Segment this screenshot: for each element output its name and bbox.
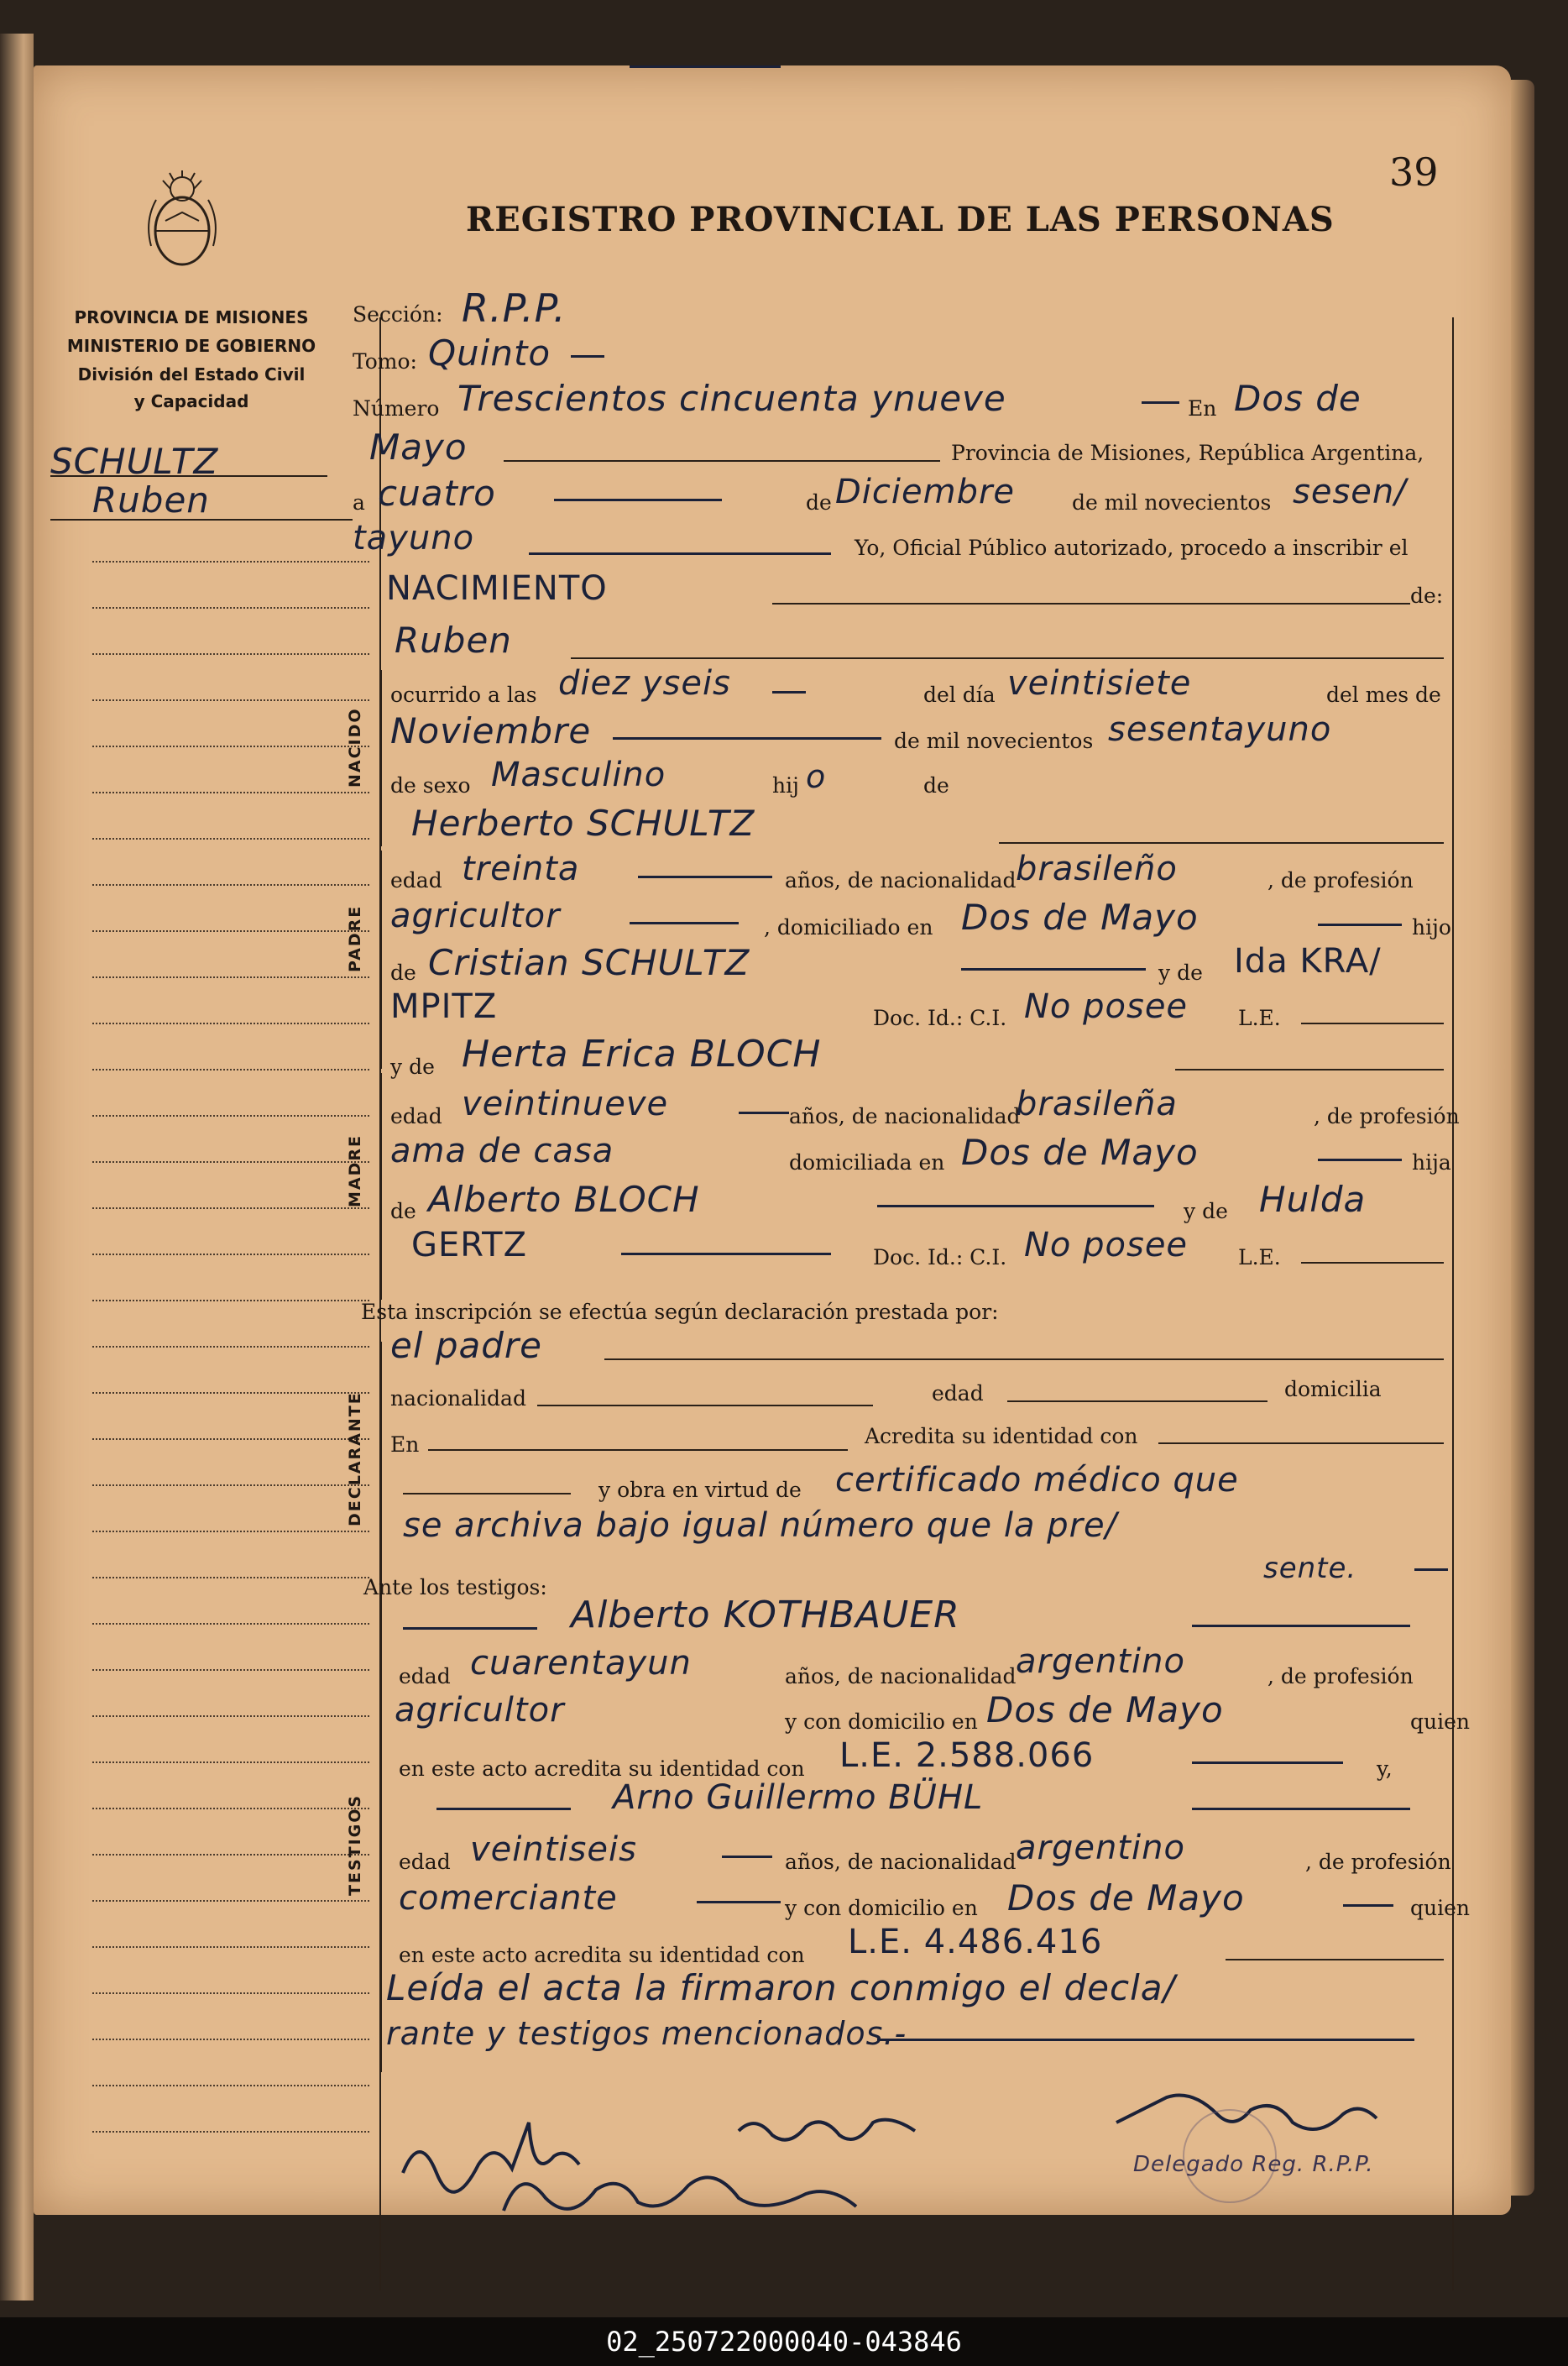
- testigo1-nombre: Alberto KOTHBAUER: [571, 1594, 960, 1636]
- padre-le-label: L.E.: [1238, 1006, 1281, 1030]
- signature-schultz: [739, 2120, 915, 2140]
- coat-of-arms-icon: [144, 170, 220, 271]
- declarante-por: el padre: [390, 1325, 543, 1366]
- testigo2-edad: veintiseis: [470, 1830, 637, 1869]
- padre-nombre: Herberto SCHULTZ: [411, 803, 755, 844]
- en-label: En: [1188, 396, 1217, 421]
- t1-y-label: y,: [1377, 1756, 1393, 1781]
- tomo-label: Tomo:: [353, 349, 417, 374]
- madre-yde2-label: y de: [1184, 1199, 1228, 1223]
- register-page: [34, 65, 1511, 2215]
- t2-edad-label: edad: [399, 1850, 451, 1874]
- dia-value: cuatro: [378, 473, 496, 514]
- madre-le-label: L.E.: [1238, 1245, 1281, 1269]
- anio-nac-value: sesentayuno: [1108, 710, 1332, 749]
- madre-doc-label: Doc. Id.: C.I.: [873, 1245, 1007, 1269]
- yo-label: Yo, Oficial Público autorizado, procedo a inscribir el: [855, 536, 1409, 560]
- side-label-declarante: DECLARANTE: [346, 1391, 364, 1526]
- decl-edad-label: edad: [932, 1381, 984, 1405]
- madre-edad: veintinueve: [462, 1085, 669, 1123]
- t2-acredita-label: en este acto acredita su identidad con: [399, 1943, 805, 1967]
- madre-nac-label: años, de nacionalidad: [789, 1104, 1021, 1128]
- signature-buhl: [403, 2123, 579, 2192]
- padre-doc: No posee: [1024, 987, 1189, 1026]
- abuelo-materno: Alberto BLOCH: [428, 1179, 700, 1220]
- padre-profesion-label: , de profesión: [1267, 868, 1414, 892]
- office-ministry: MINISTERIO DE GOBIERNO: [66, 336, 316, 356]
- padre-dom-label: , domiciliado en: [764, 915, 933, 940]
- padre-domicilio: Dos de Mayo: [961, 897, 1199, 938]
- abuelo-paterno: Cristian SCHULTZ: [428, 942, 750, 983]
- de-label: de: [806, 490, 832, 515]
- padre-de-label: de: [390, 961, 416, 985]
- book-binding: [0, 34, 34, 2301]
- mes-nac-value: Noviembre: [390, 710, 592, 751]
- de-mil-label: de mil novecientos: [894, 729, 1094, 753]
- madre-profesion-label: , de profesión: [1314, 1104, 1460, 1128]
- numero-value: Trescientos cincuenta ynueve: [457, 378, 1006, 419]
- madre-rule: [379, 1073, 382, 1300]
- hij-label: hij: [772, 773, 799, 798]
- testigo1-edad: cuarentayun: [470, 1644, 692, 1683]
- t1-nac-label: años, de nacionalidad: [785, 1664, 1017, 1688]
- lugar2-value: Mayo: [369, 427, 468, 468]
- decl-nac-label: nacionalidad: [390, 1386, 526, 1411]
- seccion-value: R.P.P.: [462, 285, 567, 331]
- padre-profesion: agricultor: [390, 897, 561, 935]
- office-province: PROVINCIA DE MISIONES: [74, 307, 309, 327]
- madre-nacionalidad: brasileña: [1016, 1085, 1178, 1123]
- dia-nac-value: veintisiete: [1007, 664, 1192, 703]
- madre-yde-label: y de: [390, 1055, 435, 1079]
- anio1-value: sesen/: [1293, 473, 1407, 511]
- padre-nacionalidad: brasileño: [1016, 850, 1178, 888]
- office-division: División del Estado Civil: [77, 364, 306, 385]
- ante-label: Ante los testigos:: [363, 1575, 547, 1599]
- mil-novecientos-label: de mil novecientos: [1072, 490, 1272, 515]
- de2-label: de: [923, 773, 949, 798]
- madre-profesion: ama de casa: [390, 1132, 614, 1170]
- t2-quien-label: quien: [1410, 1896, 1470, 1920]
- mes-value: Diciembre: [835, 473, 1016, 511]
- acto-value: NACIMIENTO: [386, 569, 608, 608]
- acredita-label: Acredita su identidad con: [865, 1424, 1138, 1448]
- abuela-paterna-1: Ida KRA/: [1234, 942, 1382, 981]
- nacido-rule: [379, 670, 382, 846]
- side-label-testigos: TESTIGOS: [346, 1793, 364, 1896]
- signature-kothbauer: [504, 2177, 856, 2211]
- padre-yde-label: y de: [1158, 961, 1203, 985]
- padre-rule: [379, 851, 382, 1069]
- padre-edad-label: edad: [390, 868, 442, 892]
- lugar-value: Dos de: [1234, 378, 1362, 419]
- margin-surname: SCHULTZ: [50, 441, 219, 482]
- madre-dom-label: domiciliada en: [789, 1150, 945, 1175]
- abuela-materna-1: Hulda: [1259, 1179, 1367, 1220]
- madre-edad-label: edad: [390, 1104, 442, 1128]
- sexo-label: de sexo: [390, 773, 471, 798]
- page-edge: [1511, 80, 1534, 2196]
- office-capacity: y Capacidad: [133, 391, 249, 411]
- decl-en-label: En: [390, 1432, 420, 1457]
- del-mes-label: del mes de: [1326, 683, 1441, 707]
- hij-value: o: [806, 758, 827, 795]
- t1-edad-label: edad: [399, 1664, 451, 1688]
- oficial-stamp-text: Delegado Reg. R.P.P.: [1133, 2152, 1374, 2177]
- side-label-padre: PADRE: [346, 904, 364, 972]
- t2-nac-label: años, de nacionalidad: [785, 1850, 1017, 1874]
- madre-nombre: Herta Erica BLOCH: [462, 1033, 822, 1076]
- inscripcion-label: Esta inscripción se efectúa según declaración prestada por:: [361, 1300, 999, 1324]
- testigo2-nacionalidad: argentino: [1016, 1829, 1185, 1867]
- side-label-madre: MADRE: [346, 1134, 364, 1207]
- t1-profesion-label: , de profesión: [1267, 1664, 1414, 1688]
- seccion-label: Sección:: [353, 302, 443, 327]
- padre-nac-label: años, de nacionalidad: [785, 868, 1017, 892]
- a-label: a: [353, 490, 365, 515]
- cierre-line1: Leída el acta la firmaron conmigo el decla/: [386, 1967, 1176, 2008]
- abuela-materna-2: GERTZ: [411, 1226, 527, 1264]
- decl-dom-label: domicilia: [1284, 1377, 1382, 1401]
- testigo2-profesion: comerciante: [399, 1879, 618, 1918]
- page-title: REGISTRO PROVINCIAL DE LAS PERSONAS: [466, 200, 1335, 239]
- abuela-paterna-2: MPITZ: [390, 987, 498, 1026]
- madre-de-label: de: [390, 1199, 416, 1223]
- t1-quien-label: quien: [1410, 1709, 1470, 1734]
- nombre-value: Ruben: [395, 620, 512, 661]
- t2-dom-label: y con domicilio en: [785, 1896, 978, 1920]
- declarante-obra1: certificado médico que: [835, 1461, 1239, 1500]
- tomo-value: Quinto: [428, 332, 551, 374]
- t1-acredita-label: en este acto acredita su identidad con: [399, 1756, 805, 1781]
- hora-value: diez yseis: [558, 664, 731, 703]
- testigo2-domicilio: Dos de Mayo: [1007, 1877, 1245, 1918]
- image-caption: 02_250722000040-043846: [606, 2326, 962, 2358]
- del-dia-label: del día: [923, 683, 996, 707]
- hija-label: hija: [1412, 1150, 1451, 1175]
- page-number: 39: [1389, 149, 1439, 195]
- t1-dom-label: y con domicilio en: [785, 1709, 978, 1734]
- margin-name: Ruben: [92, 479, 210, 521]
- t2-profesion-label: , de profesión: [1305, 1850, 1451, 1874]
- anio2-value: tayuno: [353, 519, 475, 557]
- side-label-nacido: NACIDO: [346, 707, 364, 788]
- frame-right-rule: [1452, 317, 1454, 2290]
- cierre-line2: rante y testigos mencionados.-: [386, 2015, 907, 2052]
- testigo2-nombre: Arno Guillermo BÜHL: [613, 1778, 984, 1817]
- testigo1-domicilio: Dos de Mayo: [986, 1689, 1224, 1730]
- padre-edad: treinta: [462, 850, 580, 888]
- provincia-label: Provincia de Misiones, República Argentina,: [951, 441, 1424, 465]
- madre-doc: No posee: [1024, 1226, 1189, 1264]
- de-colon-label: de:: [1410, 584, 1444, 608]
- testigo1-doc: L.E. 2.588.066: [839, 1736, 1095, 1775]
- hijo-label: hijo: [1412, 915, 1451, 940]
- numero-label: Número: [353, 396, 440, 421]
- testigo1-nacionalidad: argentino: [1016, 1642, 1185, 1681]
- sexo-value: Masculino: [491, 756, 666, 794]
- ocurrido-label: ocurrido a las: [390, 683, 537, 707]
- testigo2-doc: L.E. 4.486.416: [848, 1923, 1103, 1961]
- obra-label: y obra en virtud de: [598, 1478, 802, 1502]
- padre-doc-label: Doc. Id.: C.I.: [873, 1006, 1007, 1030]
- testigos-rule: [379, 1619, 382, 2072]
- madre-domicilio: Dos de Mayo: [961, 1132, 1199, 1173]
- testigo1-profesion: agricultor: [395, 1691, 565, 1730]
- declarante-obra2: se archiva bajo igual número que la pre/: [403, 1506, 1118, 1545]
- declarante-obra3: sente.: [1263, 1552, 1357, 1585]
